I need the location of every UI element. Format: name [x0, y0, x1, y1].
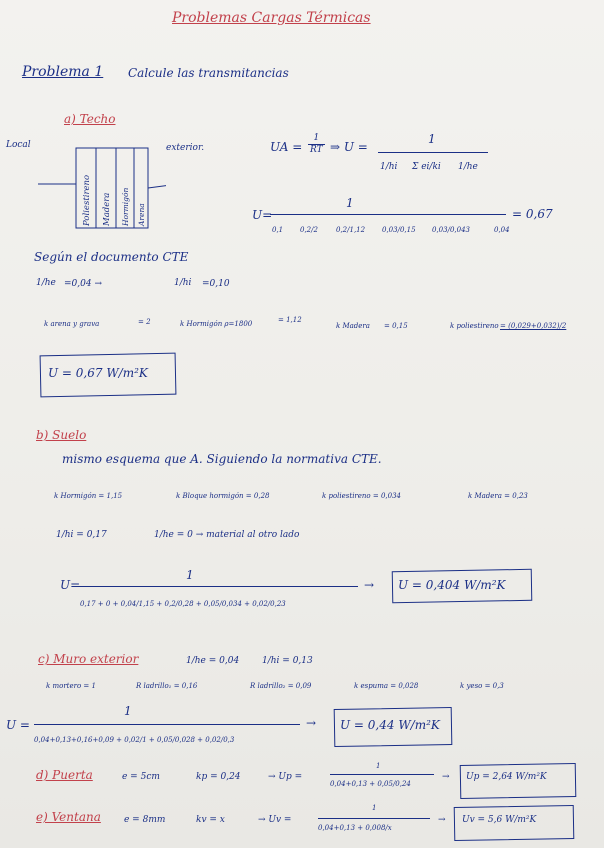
ventana-kv: kv = x	[196, 815, 225, 825]
section-techo-label: a) Techo	[64, 112, 116, 126]
techo-u-result: = 0,67	[512, 207, 553, 221]
puerta-result: Up = 2,64 W/m²K	[466, 772, 547, 782]
formula-u-den-b: Σ ei/ki	[412, 162, 441, 172]
suelo-hi: 1/hi = 0,17	[56, 530, 107, 540]
puerta-u-num: 1	[376, 762, 381, 770]
muro-u-num: 1	[124, 704, 132, 718]
suelo-u-den: 0,17 + 0 + 0,04/1,15 + 0,2/0,28 + 0,05/0,034 + 0,02/0,23	[80, 600, 286, 608]
he-label: 1/he	[36, 278, 56, 288]
formula-u-num: 1	[428, 132, 436, 146]
layer-label-2: Madera	[102, 192, 112, 226]
he-value: =0,04 →	[64, 279, 102, 289]
suelo-k-hormigon: k Hormigón = 1,15	[54, 492, 123, 500]
suelo-he: 1/he = 0 → material al otro lado	[154, 530, 300, 540]
techo-u-lhs: U=	[252, 208, 273, 222]
k-arena-value: = 2	[138, 318, 151, 326]
formula-ua-frac	[308, 134, 325, 155]
muro-k-yeso: k yeso = 0,3	[460, 682, 504, 690]
section-suelo-label: b) Suelo	[36, 428, 87, 442]
suelo-k-madera: k Madera = 0,23	[468, 492, 528, 500]
k-poliestireno-value: = (0,029+0,032)/2	[500, 322, 567, 330]
suelo-result: U = 0,404 W/m²K	[398, 578, 506, 592]
k-arena-label: k arena y grava	[44, 320, 100, 328]
muro-hi: 1/hi = 0,13	[262, 656, 313, 666]
techo-u-term-6: 0,04	[494, 226, 510, 234]
layer-label-4: Arena	[137, 203, 146, 226]
section-ventana-label: e) Ventana	[36, 810, 101, 824]
formula-u-den-c: 1/he	[458, 162, 478, 172]
frac-den: RT	[310, 145, 323, 155]
local-label: Local	[6, 140, 31, 150]
techo-u-term-3: 0,2/1,12	[336, 226, 366, 234]
hi-value: =0,10	[202, 279, 230, 289]
muro-k-espuma: k espuma = 0,028	[354, 682, 419, 690]
notebook-page: Problemas Cargas Térmicas Problema 1 Calcule las transmitancias a) Techo Local exterior. Poliestireno Madera Hormigón Arena UA = 1 RT ⇒ U = 1 1/hi Σ ei/ki 1/he U= 1 0,1 0,2/2 0,2/1,12 0,03/0,15 0,03/0,043 0,04 = 0,67 Según el documento CTE 1/he =0,04 → 1/hi =0,10 k arena y grava = 2 k Hormigón ρ=1800 = 1,12 k Madera = 0,15 k poliestireno = (0,029+0,032)/2 U = 0,67 W/m²K b) Suelo mismo esquema que A. Siguiendo la normativa CTE. k Hormigón = 1,15 k Bloque hormigón = 0,28 k poliestireno = 0,034 k Madera = 0,23 1/hi = 0,17 1/he = 0 → material al otro lado U= 1 0,17 + 0 + 0,04/1,15 + 0,2/0,28 + 0,05/0,034 + 0,02/0,23 → U = 0,404 W/m²K c) Muro exterior 1/he = 0,04 1/hi = 0,13 k mortero = 1 R ladrillo₁ = 0,16 R ladrillo₂ = 0,09 k espuma = 0,028 k yeso = 0,3 U = 1 0,04+0,13+0,16+0,09 + 0,02/1 + 0,05/0,028 + 0,02/0,3 → U = 0,44 W/m²K d) Puerta e = 5cm kp = 0,24 → Up = 1 0,04+0,13 + 0,05/0,24 → Up = 2,64 W/m²K e) Ventana e = 8mm kv = x → Uv = 1 0,04+0,13 + 0,008/x → Uv = 5,6 W/m²K	[0, 0, 604, 848]
puerta-u-lhs: → Up =	[268, 772, 303, 782]
techo-result: U = 0,67 W/m²K	[48, 366, 148, 380]
formula-u-den-a: 1/hi	[380, 162, 398, 172]
cte-note: Según el documento CTE	[34, 250, 189, 264]
puerta-u-den: 0,04+0,13 + 0,05/0,24	[330, 780, 411, 788]
puerta-kp: kp = 0,24	[196, 772, 241, 782]
ventana-result: Uv = 5,6 W/m²K	[462, 815, 537, 825]
k-madera-value: = 0,15	[384, 322, 408, 330]
muro-u-lhs: U =	[6, 718, 30, 732]
suelo-u-lhs: U=	[60, 578, 81, 592]
techo-u-term-4: 0,03/0,15	[382, 226, 416, 234]
exterior-label: exterior.	[166, 143, 205, 153]
ventana-e: e = 8mm	[124, 815, 166, 825]
k-hormigon-value: = 1,12	[278, 316, 302, 324]
ventana-u-num: 1	[372, 804, 377, 812]
suelo-k-poliestireno: k poliestireno = 0,034	[322, 492, 401, 500]
problem-instruction: Calcule las transmitancias	[128, 66, 289, 80]
suelo-k-bloque: k Bloque hormigón = 0,28	[176, 492, 270, 500]
muro-r-ladrillo2: R ladrillo₂ = 0,09	[250, 682, 312, 690]
layer-label-1: Poliestireno	[82, 174, 92, 226]
muro-result: U = 0,44 W/m²K	[340, 718, 440, 732]
k-poliestireno-label: k poliestireno	[450, 322, 499, 330]
muro-u-den: 0,04+0,13+0,16+0,09 + 0,02/1 + 0,05/0,028 + 0,02/0,3	[34, 736, 235, 744]
hi-label: 1/hi	[174, 278, 192, 288]
frac-num: 1	[313, 133, 320, 143]
techo-u-term-5: 0,03/0,043	[432, 226, 470, 234]
suelo-note: mismo esquema que A. Siguiendo la normativa CTE.	[62, 452, 382, 466]
techo-u-term-1: 0,1	[272, 226, 284, 234]
techo-u-term-2: 0,2/2	[300, 226, 318, 234]
muro-r-ladrillo1: R ladrillo₁ = 0,16	[136, 682, 198, 690]
page-title: Problemas Cargas Térmicas	[172, 10, 371, 26]
suelo-u-num: 1	[186, 568, 194, 582]
problem-heading: Problema 1	[22, 64, 104, 80]
section-puerta-label: d) Puerta	[36, 768, 93, 782]
formula-implies: ⇒ U =	[330, 140, 368, 154]
wall-layer-diagram	[36, 140, 166, 232]
k-madera-label: k Madera	[336, 322, 370, 330]
section-muro-label: c) Muro exterior	[38, 652, 139, 666]
ventana-u-lhs: → Uv =	[258, 815, 292, 825]
layer-label-3: Hormigón	[121, 187, 130, 226]
muro-he: 1/he = 0,04	[186, 656, 240, 666]
techo-u-num: 1	[346, 196, 354, 210]
puerta-e: e = 5cm	[122, 772, 160, 782]
ventana-u-den: 0,04+0,13 + 0,008/x	[318, 824, 392, 832]
formula-ua-lhs: UA =	[270, 140, 303, 154]
muro-k-mortero: k mortero = 1	[46, 682, 96, 690]
k-hormigon-label: k Hormigón ρ=1800	[180, 320, 253, 328]
